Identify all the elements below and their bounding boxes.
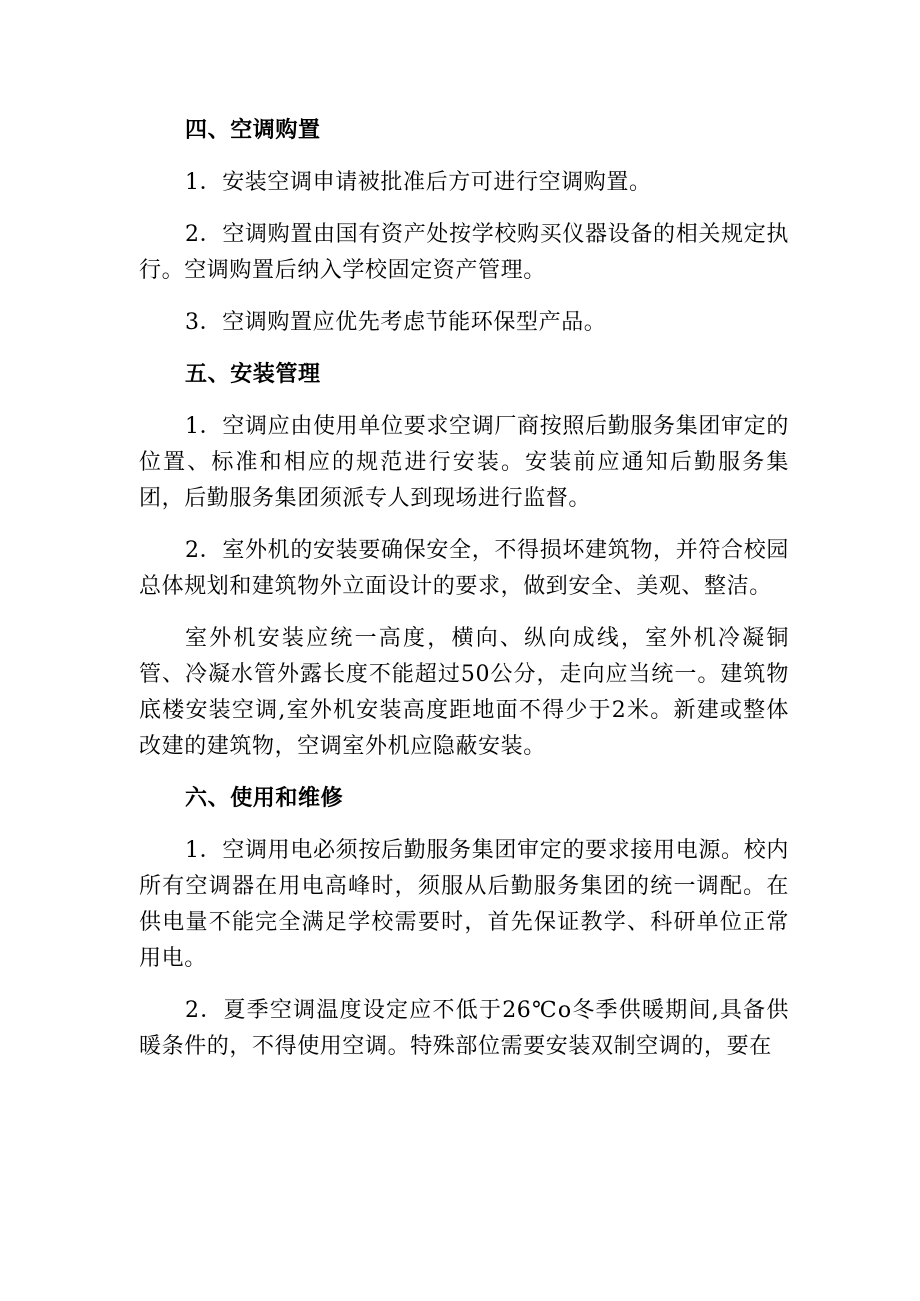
paragraph-purchase-2: 2．空调购置由国有资产处按学校购买仪器设备的相关规定执行。空调购置后纳入学校固定资产管理。 — [139, 222, 789, 283]
paragraph-purchase-1: 1．安装空调申请被批准后方可进行空调购置。 — [185, 170, 652, 195]
paragraph-usage-2: 2．夏季空调温度设定应不低于26℃o冬季供暖期间,具备供暖条件的，不得使用空调。特殊部位需要安装双制空调的，要在 — [139, 998, 789, 1059]
section-heading-installation: 五、安装管理 — [185, 362, 321, 387]
paragraph-installation-3: 室外机安装应统一高度，横向、纵向成线，室外机冷凝铜管、冷凝水管外露长度不能超过50公分，走向应当统一。建筑物底楼安装空调,室外机安装高度距地面不得少于2米。新建或整体改建的建筑物，空调室外机应隐蔽安装。 — [139, 626, 789, 759]
paragraph-usage-1: 1．空调用电必须按后勤服务集团审定的要求接用电源。校内所有空调器在用电高峰时，须服从后勤服务集团的统一调配。在供电量不能完全满足学校需要时，首先保证教学、科研单位正常用电。 — [139, 838, 789, 971]
paragraph-purchase-3: 3．空调购置应优先考虑节能环保型产品。 — [185, 310, 607, 335]
paragraph-installation-2: 2．室外机的安装要确保安全，不得损坏建筑物，并符合校园总体规划和建筑物外立面设计的要求，做到安全、美观、整洁。 — [139, 538, 789, 599]
section-heading-purchase: 四、空调购置 — [185, 118, 321, 143]
document-body — [139, 113, 789, 1081]
section-heading-usage: 六、使用和维修 — [185, 786, 344, 811]
paragraph-installation-1: 1．空调应由使用单位要求空调厂商按照后勤服务集团审定的位置、标准和相应的规范进行安装。安装前应通知后勤服务集团，后勤服务集团须派专人到现场进行监督。 — [139, 414, 789, 511]
